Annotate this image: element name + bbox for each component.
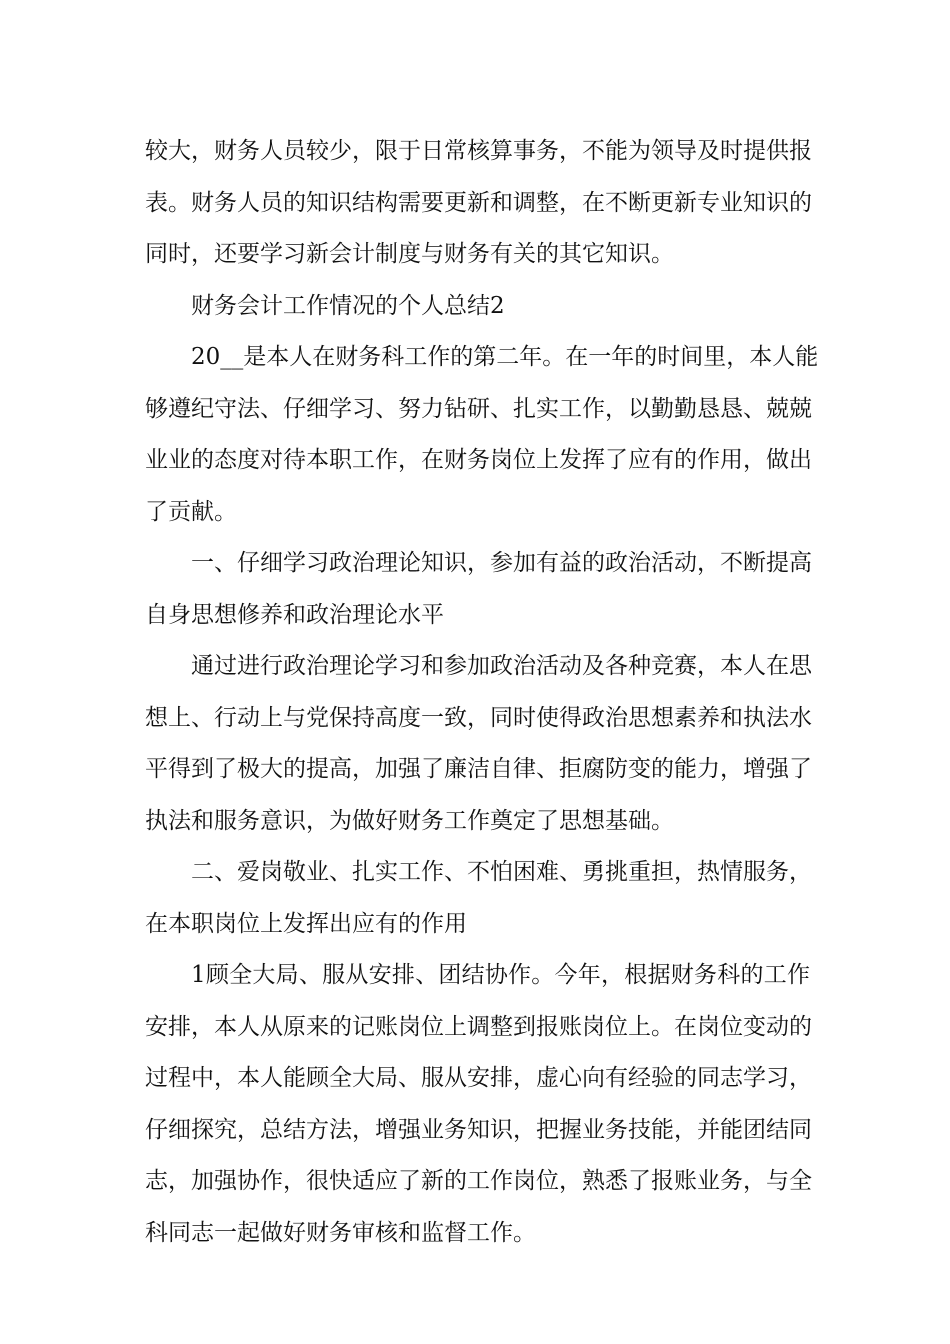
text-line: 同时，还要学习新会计制度与财务有关的其它知识。: [145, 241, 674, 267]
text-line: 过程中，本人能顾全大局、服从安排，虚心向有经验的同志学习，: [145, 1065, 812, 1091]
text-line: 志，加强协作，很快适应了新的工作岗位，熟悉了报账业务，与全: [145, 1168, 812, 1194]
text-line: 一、仔细学习政治理论知识，参加有益的政治活动，不断提高: [191, 550, 812, 576]
text-line: 安排，本人从原来的记账岗位上调整到报账岗位上。在岗位变动的: [145, 1013, 812, 1040]
text-line: 通过进行政治理论学习和参加政治活动及各种竞赛，本人在思: [191, 653, 812, 679]
text-line: 二、爱岗敬业、扎实工作、不怕困难、勇挑重担，热情服务，: [191, 859, 812, 885]
text-line: 较大，财务人员较少，限于日常核算事务，不能为领导及时提供报: [145, 138, 812, 164]
text-line: 想上、行动上与党保持高度一致，同时使得政治思想素养和执法水: [145, 704, 812, 731]
text-line: 在本职岗位上发挥出应有的作用: [145, 910, 467, 937]
text-line: 够遵纪守法、仔细学习、努力钻研、扎实工作，以勤勤恳恳、兢兢: [145, 395, 812, 422]
text-line: 了贡献。: [145, 498, 237, 525]
text-line: 科同志一起做好财务审核和监督工作。: [145, 1219, 536, 1246]
document-body: [145, 126, 819, 1259]
text-line: 平得到了极大的提高，加强了廉洁自律、拒腐防变的能力，增强了: [145, 756, 812, 782]
text-line: 自身思想修养和政治理论水平: [145, 601, 444, 628]
text-line: 20__是本人在财务科工作的第二年。在一年的时间里，本人能: [191, 344, 819, 370]
text-line: 表。财务人员的知识结构需要更新和调整，在不断更新专业知识的: [145, 189, 812, 216]
text-line: 仔细探究，总结方法，增强业务知识，把握业务技能，并能团结同: [145, 1116, 812, 1143]
text-line: 财务会计工作情况的个人总结2: [191, 292, 505, 319]
text-line: 业业的态度对待本职工作，在财务岗位上发挥了应有的作用，做出: [145, 447, 812, 473]
text-line: 执法和服务意识，为做好财务工作奠定了思想基础。: [145, 807, 674, 834]
text-line: 1顾全大局、服从安排、团结协作。今年，根据财务科的工作: [191, 962, 810, 988]
